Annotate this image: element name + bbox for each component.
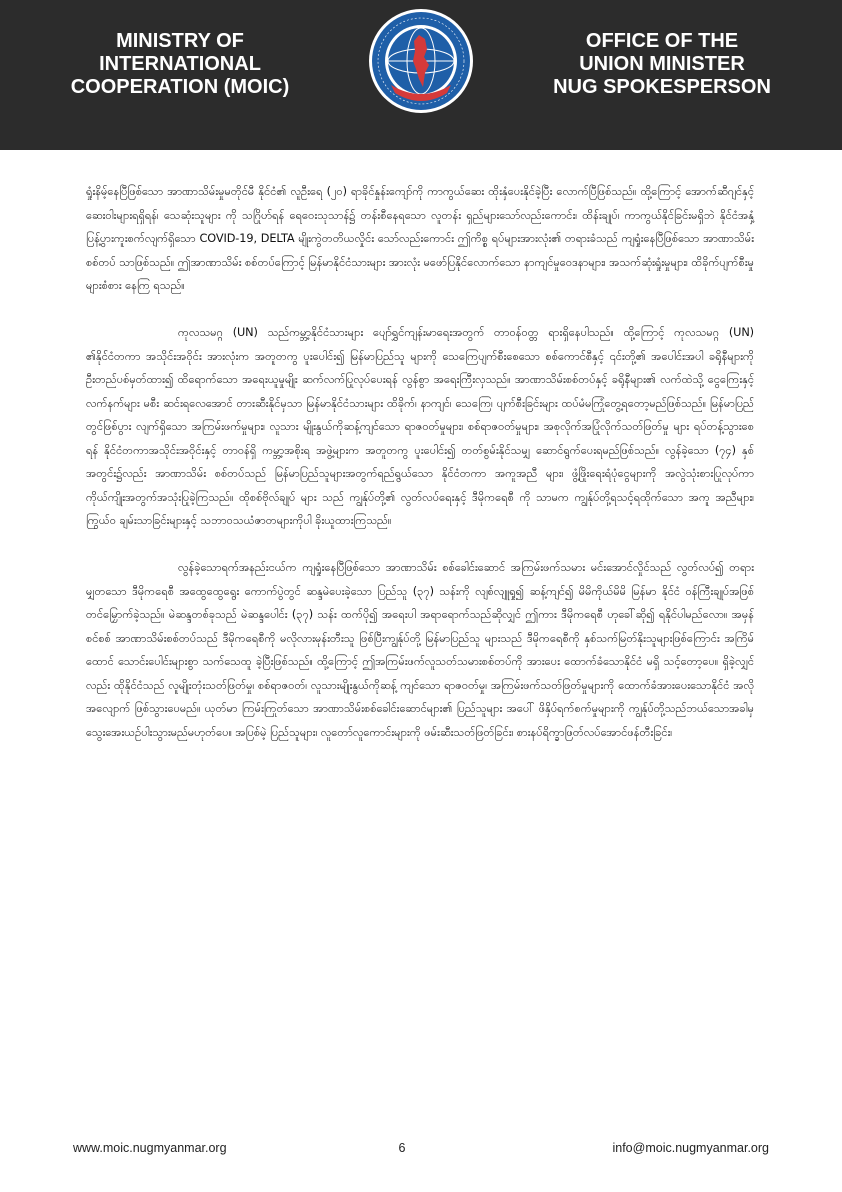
body-paragraph: ကုလသမဂ္ဂ (UN) သည်ကမ္ဘာ့နိုင်ငံသားများ ပျော်ရွှင်ကျန်းမာရေးအတွက် တာဝန်ဝတ္တ ရားရှိနေပါသည်။ ထို့ကြောင့် ကုလသမဂ္ဂ (UN) ၏နိုင်ငံတကာ အသိုင်းအဝိုင်း အားလုံးက အတူတကွ ပူးပေါင်း၍ မြန်မာပြည်သူ များကို သေကြေပျက်စီးစေသော စစ်ကောင်စီနှင့် ၎င်းတို့၏ အပေါင်းအပါ ခရိုနီများကို ဦးတည်ပစ်မှတ်ထား၍ ထိရောက်သော အရေးယူမှုမျိုး ဆက်လက်ပြုလုပ်ပေးရန် လွန်စွာ အရေးကြီးလှသည်။ အာဏာသိမ်းစစ်တပ်နှင့် ခရိုနီများ၏ လက်ထဲသို့ ငွေကြေးနှင့်လက်နက်များ မစီး ဆင်းရလေအောင် တားဆီးနိုင်မှသာ မြန်မာနိုင်ငံသားများ ထိခိုက်၊ နာကျင်၊ သေကြေ၊ ပျက်စီးခြင်းများ ထပ်မံမကြုံတွေ့ရတော့မည်ဖြစ်သည်။ မြန်မာပြည်တွင်ဖြစ်ပွား လျက်ရှိသော အကြမ်းဖက်မှုများ၊ လူသား မျိုးနွယ်ကိုဆန့်ကျင်သော ရာဇဝတ်မှုများ၊ စစ်ရာဇဝတ်မှုများ၊ အစုလိုက်အပြုံလိုက်သတ်ဖြတ်မှု များ ရပ်တန့်သွားစေရန် နိုင်ငံတကာအသိုင်းအဝိုင်းနှင့် တာဝန်ရှိ ကမ္ဘာ့အစိုးရ အဖွဲ့များက အတူတကွ ပူးပေါင်း၍ တတ်စွမ်းနိုင်သမျှ ဆောင်ရွက်ပေးရမည်ဖြစ်သည်။ လွန်ခဲ့သော (၇၄) နှစ် အတွင်း၌လည်း အာဏာသိမ်း စစ်တပ်သည် မြန်မာပြည်သူများအတွက်ရည်ရွယ်သော နိုင်ငံတကာ အကူအညီ များ၊ ဖွံ့ဖြိုးရေးရံပုံငွေများကို အလွဲသုံးစားပြုလုပ်ကာ ကိုယ်ကျိုးအတွက်အသုံးပြုခဲ့ကြသည်။ ထိုစစ်ဗိုလ်ချုပ် များ သည် ကျွန်ုပ်တို့၏ လွတ်လပ်ရေးနှင့် ဒီမိုကရေစီ ကို သာမက ကျွန်ုပ်တို့ရသင့်ရထိုက်သော အကူ အညီများ၊ ကြွယ်ဝ ချမ်းသာခြင်းများနှင့် သဘာဝသယံဇာတများကိုပါ ခိုးယူထားကြသည်။ [86,326,754,527]
ministry-seal-logo [367,7,475,115]
body-paragraph: လွန်ခဲ့သောရက်အနည်းငယ်က ကျရှုံးနေပြီဖြစ်သော အာဏာသိမ်း စစ်ခေါင်းဆောင် အကြမ်းဖက်သမား မင်းအောင်လှိုင်သည် လွတ်လပ်၍ တရားမျှတသော ဒီမိုကရေစီ အထွေထွေရွေး ကောက်ပွဲတွင် ဆန္ဒမဲပေးခဲ့သော ပြည်သူ (၃၇) သန်းကို လျစ်လျူရှု၍ ဆန့်ကျင်၍ မိမိကိုယ်မိမိ မြန်မာ နိုင်ငံ ဝန်ကြီးချုပ်အဖြစ်တင်မြှောက်ခဲ့သည်။ မဲဆန္ဒတစ်ခုသည် မဲဆန္ဒပေါင်း (၃၇) သန်း ထက်ပို၍ အရေးပါ အရာရောက်သည်ဆိုလျှင် ဤကား ဒီမိုကရေစီ ဟုခေါ်ဆို၍ ရနိုင်ပါမည်လော။ အမှန်စင်စစ် အာဏာသိမ်းစစ်တပ်သည် ဒီမိုကရေစီကို မလိုလားမုန်းတီးသူ ဖြစ်ပြီးကျွန်ုပ်တို့ မြန်မာပြည်သူ များသည် ဒီမိုကရေစီကို နှစ်သက်မြတ်နိုးသူများဖြစ်ကြောင်း အကြိမ်ထောင် သောင်းပေါင်းများစွာ သက်သေထူ ခဲ့ပြီးဖြစ်သည်။ ထို့ကြောင့် ဤအကြမ်းဖက်လူသတ်သမားစစ်တပ်ကို အားပေး ထောက်ခံသောနိုင်ငံ မရှိ သင့်တော့ပေ။ ရှိခဲ့လျှင်လည်း ထိုနိုင်ငံသည် လူမျိုးတုံးသတ်ဖြတ်မှု၊ စစ်ရာဇဝတ်၊ လူသားမျိုးနွယ်ကိုဆန့် ကျင်သော ရာဇဝတ်မှု၊ အကြမ်းဖက်သတ်ဖြတ်မှုများကို ထောက်ခံအားပေးသောနိုင်ငံ အလို အလျောက် ဖြစ်သွားပေမည်။ ယုတ်မာ ကြမ်းကြုတ်သော အာဏာသိမ်းစစ်ခေါင်းဆောင်များ၏ ပြည်သူများ အပေါ် ဖိနှိပ်ရက်စက်မှုများကို ကျွန်ုပ်တို့သည်ဘယ်သောအခါမှ သွေးအေးယဉ်ပါးသွားမည်မဟုတ်ပေ။ အပြစ်မဲ့ ပြည်သူများ၊ လူတော်လူကောင်းများကို ဖမ်းဆီးသတ်ဖြတ်ခြင်း၊ စားနပ်ရိက္ခာဖြတ်လပ်အောင်ဖန်တီးခြင်း၊ [86,561,754,739]
ministry-title-line: INTERNATIONAL [99,53,261,75]
document-body [86,180,754,768]
footer-email-link[interactable]: info@moic.nugmyanmar.org [612,1141,769,1155]
ministry-title [55,30,305,99]
ministry-title-line: MINISTRY OF [116,30,244,52]
page-number: 6 [398,1141,406,1155]
office-title-line: OFFICE OF THE [585,30,739,52]
page-header [0,0,842,150]
office-title [537,30,787,99]
office-title-line: NUG SPOKESPERSON [553,76,771,98]
body-paragraph: ရှုံးနိမ့်နေပြီဖြစ်သော အာဏာသိမ်းမှုမတိုင်မီ နိုင်ငံ၏ လူဦးရေ (၂၀) ရာခိုင်နှုန်းကျော်ကို ကာကွယ်ဆေး ထိုးနှံပေးနိုင်ခဲ့ပြီး လောက်ပြီဖြစ်သည်။ ထို့ကြောင့် အောက်ဆီဂျင်နှင့် ဆေးဝါးများရရှိရန်၊ သေဆုံးသူများ ကို သဂြိုဟ်ရန် ရေဝေးသုသာန်၌ တန်းစီနေရသော လူတန်း ရှည်များသော်လည်းကောင်း၊ ထိန်းချုပ်၊ ကာကွယ်နိုင်ခြင်းမရှိဘဲ နိုင်ငံအနှံ့ပြန့်ပွားကူးစက်လျက်ရှိသော COVID-19, DELTA မျိုးကွဲတတိယလှိုင်း သော်လည်းကောင်း ဤကိစ္စ ရပ်များအားလုံး၏ တရားခံသည် ကျရှုံးနေပြီဖြစ်သော အာဏာသိမ်း စစ်တပ် သာဖြစ်သည်။ ဤအာဏာသိမ်း စစ်တပ်ကြောင့် မြန်မာနိုင်ငံသားများ အားလုံး မဖော်ပြနိုင်လောက်သော နာကျင်မှုဝေဒနာများ၊ အသက်ဆုံးရှုံးမှုများ၊ ထိခိုက်ပျက်စီးမှုများစံစား နေကြ ရသည်။ [86,185,754,292]
ministry-title-line: COOPERATION (MOIC) [70,76,290,98]
office-title-line: UNION MINISTER [579,53,745,75]
footer-website-link[interactable]: www.moic.nugmyanmar.org [73,1141,227,1155]
page-footer [0,1135,842,1165]
